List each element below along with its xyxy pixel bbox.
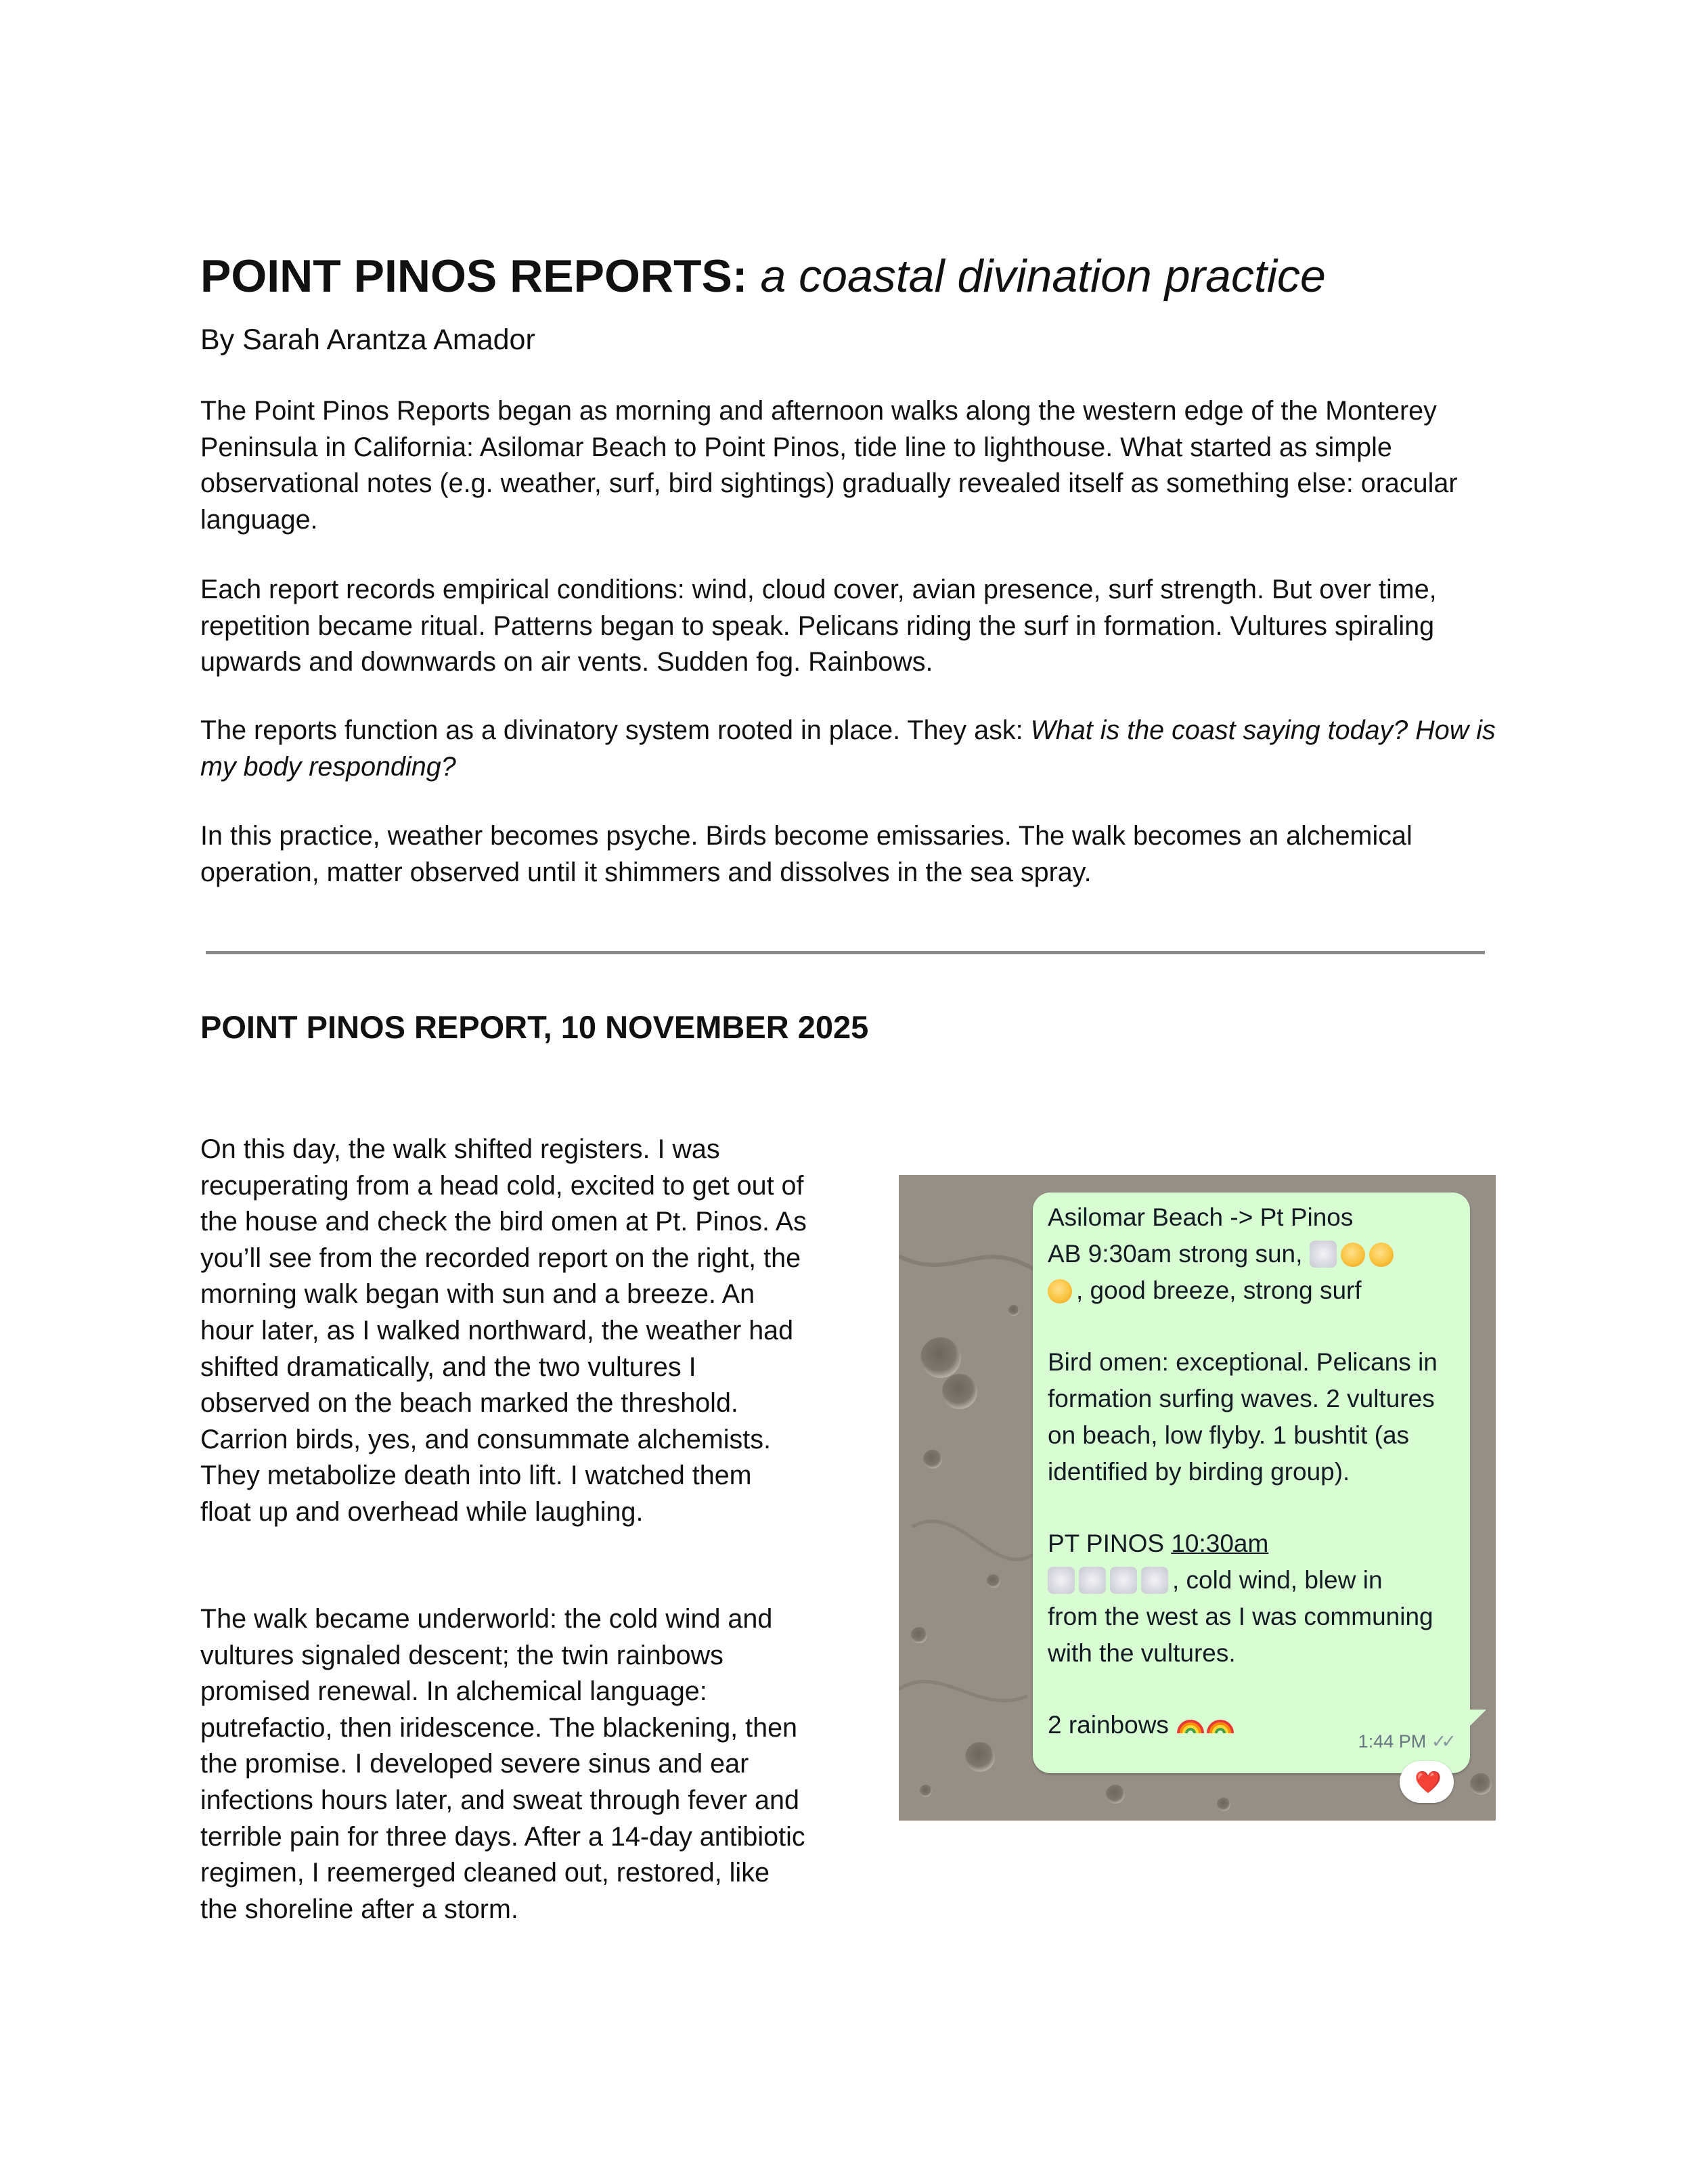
rainbow-emoji-icon [1176,1708,1205,1737]
time-link[interactable]: 10:30am [1171,1530,1269,1557]
chat-screenshot [899,1175,1496,1821]
message-line-12 [1048,1707,1235,1743]
intro-paragraph-3-question: What is the coast saying today? How is my body responding? [200,715,1496,782]
read-receipt-icon: ✓✓ [1431,1731,1451,1752]
message-line-9-text: , cold wind, blew in [1172,1566,1383,1594]
timestamp-text: 1:44 PM [1358,1731,1427,1752]
message-line-3 [1048,1272,1362,1309]
message-line-5: formation surfing waves. 2 vultures [1048,1385,1435,1412]
message-line-2-text: AB 9:30am strong sun, [1048,1240,1303,1268]
message-line-10: from the west as I was communing [1048,1603,1433,1630]
fog-emoji-icon [1079,1567,1106,1594]
sun-emoji-icon [1341,1243,1365,1267]
byline: By Sarah Arantza Amador [200,324,535,356]
section-divider [206,951,1485,954]
heart-reaction-icon: ❤️ [1415,1769,1442,1795]
message-line-8 [1048,1525,1268,1562]
sun-emoji-icon [1048,1279,1072,1303]
fog-emoji-icon [1048,1567,1075,1594]
message-line-3-text: , good breeze, strong surf [1076,1276,1362,1304]
document-title [200,248,1554,305]
sun-emoji-icon [1369,1243,1394,1267]
title-bold: POINT PINOS REPORTS: [200,250,748,302]
rainbow-emoji-icon [1205,1708,1235,1737]
message-line-7: identified by birding group). [1048,1458,1350,1486]
fog-emoji-icon [1310,1241,1337,1268]
message-line-6: on beach, low flyby. 1 bushtit (as [1048,1421,1410,1449]
intro-paragraph-4: In this practice, weather becomes psyche. Birds become emissaries. The walk becomes an alchemical operation, matter observed until it shimmers and dissolves in the sea spray. [200,821,1412,887]
intro-paragraph-3-text: The reports function as a divinatory system rooted in place. They ask: [200,715,1031,745]
fog-emoji-icon [1141,1567,1168,1594]
intro-paragraph-3 [200,713,1520,785]
message-timestamp [1358,1731,1451,1752]
reaction-badge[interactable] [1400,1761,1454,1803]
message-line-9 [1048,1562,1383,1599]
message-line-12-text: 2 rainbows [1048,1711,1169,1739]
report-paragraph-2: The walk became underworld: the cold wind and vultures signaled descent; the twin rainbows promised renewal. In alchemical language: putrefactio, then iridescence. The blackening, then the promise. I developed severe sinus and ear infections hours later, and sweat through fever and terrible pain for three days. After a 14-day antibiotic regimen, I reemerged cleaned out, restored, like the shoreline after a storm. [200,1604,805,1924]
intro-paragraph-2: Each report records empirical conditions: wind, cloud cover, avian presence, surf strength. But over time, repetition became ritual. Patterns began to speak. Pelicans riding the surf in formation. Vultures spiraling upwards and downwards on air vents. Sudden fog. Rainbows. [200,575,1437,677]
message-line-11: with the vultures. [1048,1639,1236,1667]
message-line-4: Bird omen: exceptional. Pelicans in [1048,1348,1438,1376]
intro-paragraph-1: The Point Pinos Reports began as morning and afternoon walks along the western edge of the Monterey Peninsula in California: Asilomar Beach to Point Pinos, tide line to lighthouse. What started as simple observational notes (e.g. weather, surf, bird sightings) gradually revealed itself as something else: oracular language. [200,396,1458,535]
message-line-1: Asilomar Beach -> Pt Pinos [1048,1203,1354,1231]
message-line-8-text: PT PINOS [1048,1530,1172,1557]
message-line-2 [1048,1236,1398,1272]
message-bubble[interactable] [1033,1193,1470,1773]
bubble-tail [1466,1710,1486,1730]
fog-emoji-icon [1110,1567,1137,1594]
title-italic: a coastal divination practice [760,250,1326,302]
report-paragraph-1: On this day, the walk shifted registers. I was recuperating from a head cold, excited to get out of the house and check the bird omen at Pt. Pinos. As you’ll see from the recorded report on the right, the morning walk began with sun and a breeze. An hour later, as I walked northward, the weather had shifted dramatically, and the two vultures I observed on the beach marked the threshold. Carrion birds, yes, and consummate alchemists. They metabolize death into lift. I watched them float up and overhead while laughing. [200,1134,807,1527]
report-heading: POINT PINOS REPORT, 10 NOVEMBER 2025 [200,1009,869,1045]
